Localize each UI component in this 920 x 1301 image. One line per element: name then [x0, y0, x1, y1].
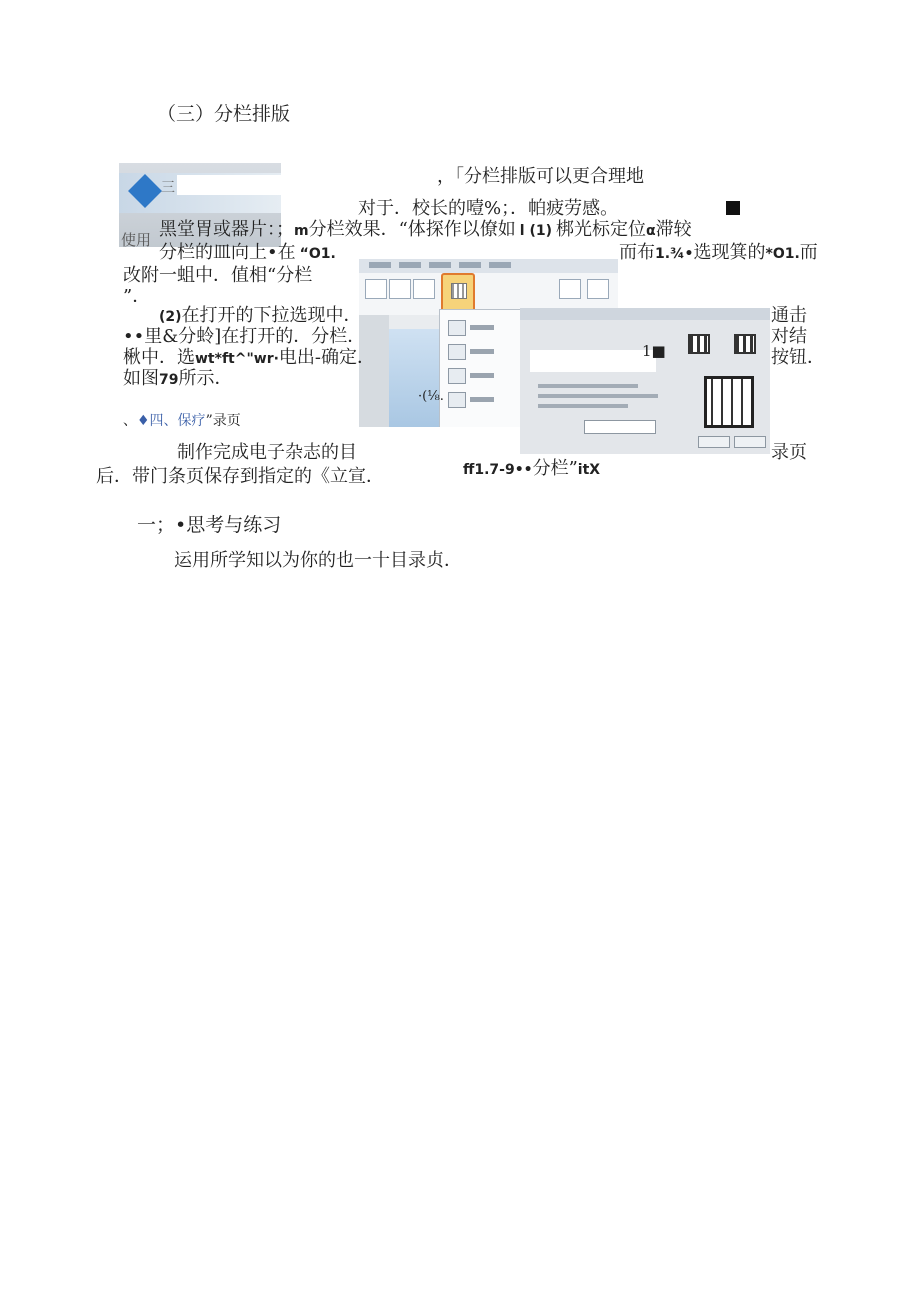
black-square-mark: [726, 201, 740, 215]
para-line-8: 如图79所示．: [123, 368, 233, 389]
photo-textbook-icon: 三 使用: [119, 163, 281, 247]
para-line-2-left: 分栏的皿向上•在 “O1.: [159, 242, 336, 263]
save-para-line-1: 制作完成电子杂志的目: [177, 442, 357, 463]
practice-heading: 一；•思考与练习: [137, 514, 282, 536]
dialog-mark: 1■: [642, 342, 666, 360]
save-para-line-2: 后．带门条页保存到指定的《立宣．: [96, 466, 384, 487]
columns-dropdown: [439, 309, 527, 427]
figure-caption: ff1.7-9••分栏”itX: [463, 458, 601, 479]
para-line-5: (2)在打开的下拉选现中．: [159, 305, 362, 326]
practice-body: 运用所学知以为你的也一十目录贞．: [174, 550, 462, 571]
para-line-3: 改附一蛆中．值相“分栏: [123, 265, 313, 286]
intro-line-b: 对于．校长的噎%；．帕疲劳感。: [358, 198, 740, 220]
para-line-7: 楸中．选wt*ft^"wr·电出-确定．: [123, 347, 376, 368]
ribbon-caption: ·(⅛.: [418, 389, 444, 404]
photo-left-label: 使用: [121, 231, 152, 247]
para-line-4: ”．: [123, 286, 151, 307]
para-line-1: 黑堂胃或器片：；m分栏效果．“体探作以僚如 l (1) 梆光标定位α滞较: [159, 219, 692, 240]
columns-dialog-screenshot: [520, 308, 770, 454]
para-line-2-right: 而布1.¾•选现箕的*O1.而: [619, 242, 818, 263]
columns-preview-icon: [704, 376, 754, 428]
para-line-6-right: 对结: [771, 326, 807, 347]
section-heading-save: 、♦四、保疗”录页: [123, 413, 241, 429]
section-heading-columns: （三）分栏排版: [157, 103, 291, 125]
para-line-5-right: 通击: [771, 305, 807, 326]
para-line-6: ••里&分蛉]在打开的．分栏．: [123, 326, 366, 347]
para-line-7-right: 按钮．: [771, 347, 825, 368]
save-para-line-1-right: 录页: [771, 442, 807, 463]
intro-line-a: ，「分栏排版可以更合理地: [437, 166, 644, 187]
